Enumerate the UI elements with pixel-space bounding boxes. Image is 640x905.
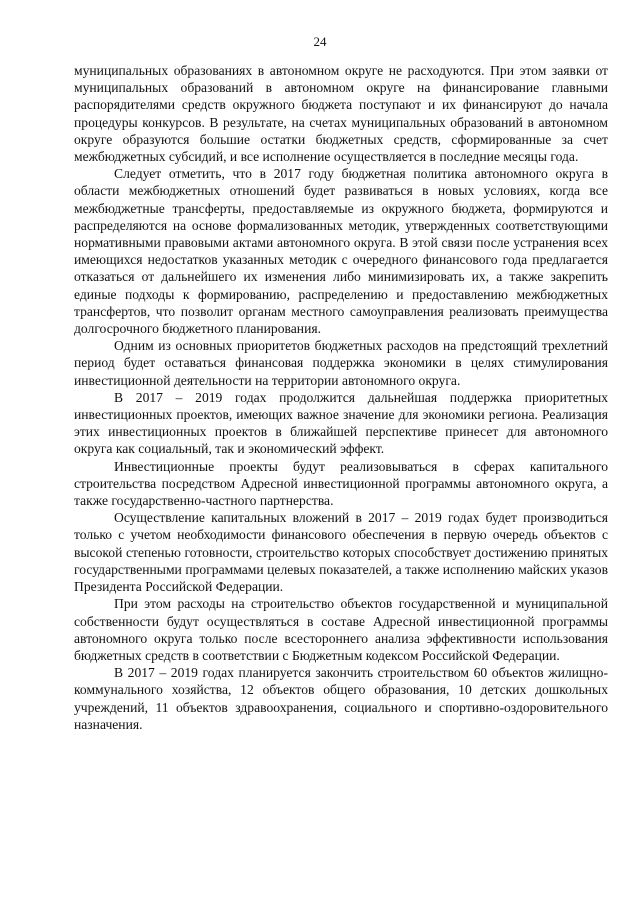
paragraph-priorities: Одним из основных приоритетов бюджетных расходов на предстоящий трехлетний период будет оставаться финансовая поддержка экономики в целях стимулирования инвестиционной деятельности на территории автономного округа. <box>74 338 608 388</box>
page-number: 24 <box>313 34 327 49</box>
paragraph-investment-support: В 2017 – 2019 годах продолжится дальнейшая поддержка приоритетных инвестиционных проектов, имеющих важное значение для экономики региона. Реализация этих инвестиционных проектов в ближайшей перспективе принесет для автономного округа как социальный, так и экономический эффект. <box>74 389 608 457</box>
document-body <box>74 62 608 733</box>
paragraph-construction-expenses: При этом расходы на строительство объектов государственной и муниципальной собственности будут осуществляться в составе Адресной инвестиционной программы автономного округа только после всестороннего анализа эффективности использования бюджетных средств в соответствии с Бюджетным кодексом Российской Федерации. <box>74 596 608 663</box>
paragraph-capital-investments: Осуществление капитальных вложений в 2017 – 2019 годах будет производиться только с учетом необходимости финансового обеспечения в первую очередь объектов с высокой степенью готовности, строительство которых способствует достижению принятых государственными программами целевых показателей, а также исполнению майских указов Президента Российской Федерации. <box>74 510 608 595</box>
paragraph-investment-projects: Инвестиционные проекты будут реализовываться в сферах капитального строительства посредством Адресной инвестиционной программы автономного округа, а также государственно-частного партнерства. <box>74 458 608 509</box>
paragraph-construction-plan: В 2017 – 2019 годах планируется закончить строительством 60 объектов жилищно-коммунального хозяйства, 12 объектов общего образования, 10 детских дошкольных учреждений, 11 объектов здравоохранения, социального и спортивно-оздоровительного назначения. <box>74 665 608 732</box>
paragraph-interbudget-policy: Следует отметить, что в 2017 году бюджетная политика автономного округа в области межбюджетных отношений будет развиваться в новых условиях, когда все межбюджетные трансферты, предоставляемые из окружного бюджета, формируются и распределяются на основе формализованных методик, утвержденных соответствующими нормативными правовыми актами автономного округа. В этой связи после устранения всех имеющихся недостатков указанных методик с очередного финансового года предлагается отказаться от дальнейшего их изменения либо минимизировать их, а также закрепить единые подходы к формированию, распределению и предоставлению межбюджетных трансфертов, что позволит органам местного самоуправления реализовать преимущества долгосрочного бюджетного планирования. <box>74 166 608 337</box>
paragraph-continued: муниципальных образованиях в автономном округе не расходуются. При этом заявки от муниципальных образований в автономном округе на финансирование главными распорядителями средств окружного бюджета поступают и их финансируют до начала процедуры конкурсов. В результате, на счетах муниципальных образований в автономном округе образуются большие остатки бюджетных средств, сформированные за счет межбюджетных субсидий, и все исполнение осуществляется в последние месяцы года. <box>74 63 608 165</box>
